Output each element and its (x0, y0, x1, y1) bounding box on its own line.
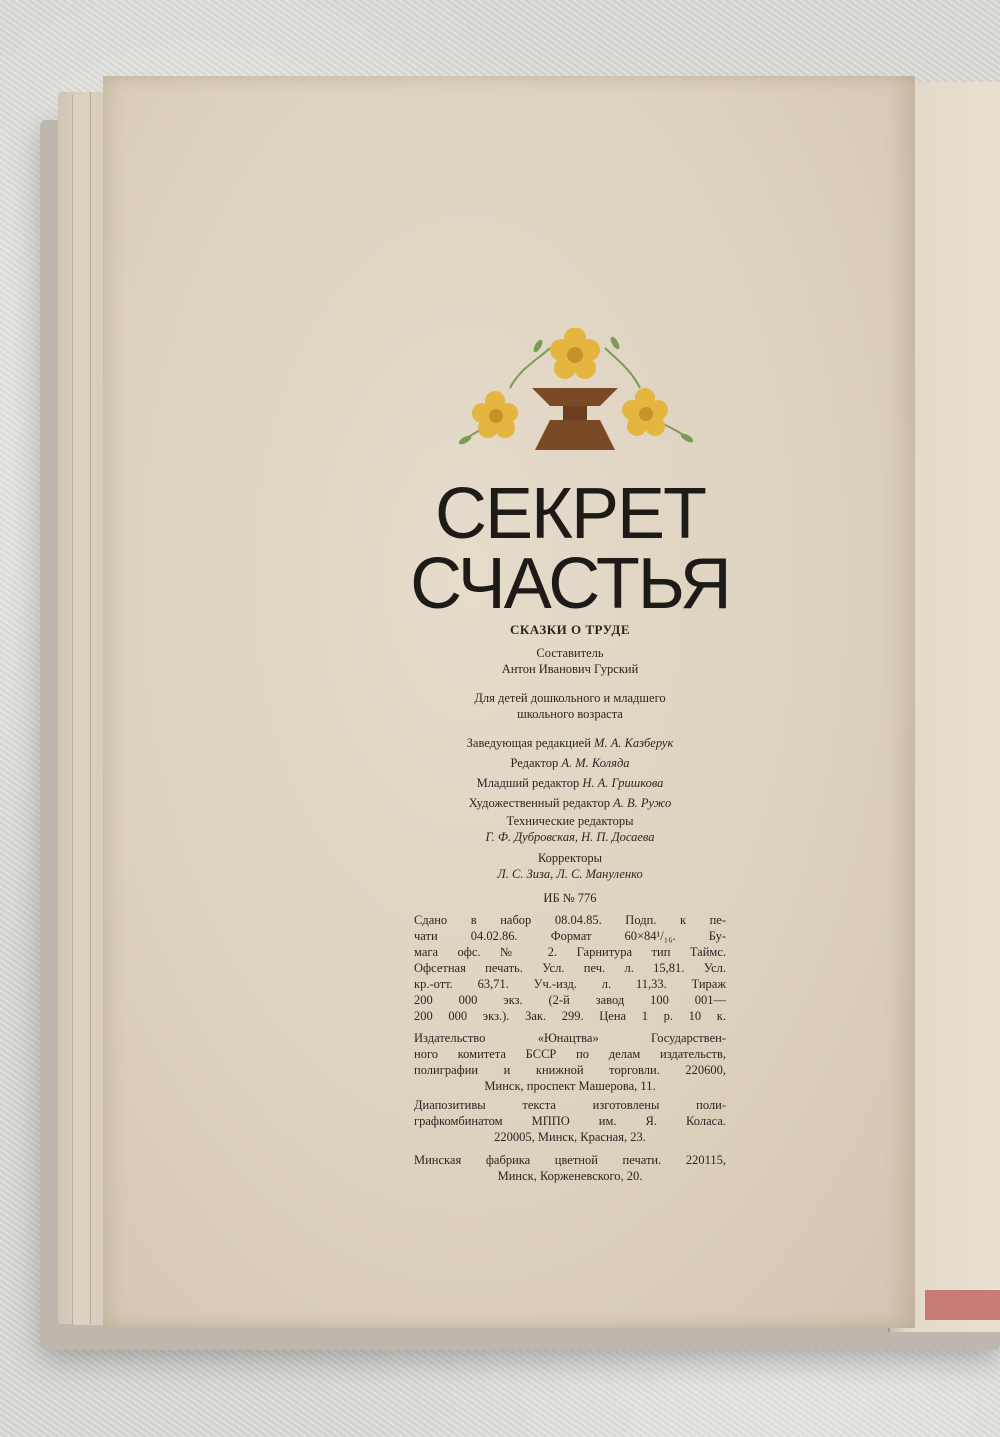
publisher-block (414, 1030, 726, 1094)
proofreaders-label: Корректоры (537, 851, 603, 865)
audience-line: школьного возраста (517, 707, 623, 721)
diapositives-line: 220005, Минск, Красная, 23. (494, 1130, 646, 1144)
technical-names: Г. Ф. Дубровская, Н. П. Досаева (485, 830, 655, 844)
audience-line: Для детей дошкольного и младшего (474, 691, 666, 705)
print-line: мага офс. № 2. Гарнитура тип Таймс. (414, 945, 726, 959)
publisher-line: ного комитета БССР по делам издательств, (414, 1047, 726, 1061)
credits-block (410, 735, 730, 811)
credit-line: Художественный редактор А. В. Ружо (468, 796, 672, 810)
book-title-line-1: СЕКРЕТ (435, 474, 705, 554)
vase (532, 388, 618, 450)
book-subtitle: СКАЗКИ О ТРУДЕ (509, 622, 631, 637)
factory-line: Минск, Корженевского, 20. (497, 1169, 643, 1183)
credit-line: Редактор А. М. Коляда (510, 756, 630, 770)
publisher-line: Минск, проспект Машерова, 11. (484, 1079, 656, 1093)
flower-right (622, 388, 668, 436)
print-line: 200 000 экз.). Зак. 299. Цена 1 р. 10 к. (414, 1009, 726, 1023)
diapositives-block (414, 1097, 726, 1145)
compiler-block (410, 645, 730, 677)
credit-line: Заведующая редакцией М. А. Казберук (466, 736, 674, 750)
print-line: Сдано в набор 08.04.85. Подп. к пе- (414, 913, 726, 927)
ib-number: ИБ № 776 (543, 891, 597, 905)
diapositives-line: графкомбинатом МППО им. Я. Коласа. (414, 1114, 726, 1128)
print-line: Офсетная печать. Усл. печ. л. 15,81. Усл. (414, 961, 726, 975)
print-line: чати 04.02.86. Формат 60×84¹/₁₆. Бу- (414, 929, 726, 943)
audience-block (410, 690, 730, 722)
imprint-block (410, 622, 730, 638)
publisher-line: полиграфии и книжной торговли. 220600, (414, 1063, 726, 1077)
red-binding-edge (925, 1290, 1000, 1320)
flower-top (550, 328, 600, 379)
publisher-line: Издательство «Юнацтва» Государствен- (414, 1031, 726, 1045)
flower-vase-ornament (450, 328, 700, 453)
compiler-label: Составитель (536, 646, 604, 660)
book-title-line-2: СЧАСТЬЯ (410, 544, 730, 624)
technical-label: Технические редакторы (506, 814, 634, 828)
proofreaders-names: Л. С. Зиза, Л. С. Мануленко (497, 867, 643, 881)
ib-block (410, 890, 730, 906)
print-details-block (414, 912, 726, 1024)
print-line: кр.-отт. 63,71. Уч.-изд. л. 11,33. Тираж (414, 977, 726, 991)
compiler-name: Антон Иванович Гурский (501, 662, 639, 676)
credit-line: Младший редактор Н. А. Гришкова (476, 776, 664, 790)
diapositives-line: Диапозитивы текста изготовлены поли- (414, 1098, 726, 1112)
factory-block (414, 1152, 726, 1184)
print-line: 200 000 экз. (2-й завод 100 001— (414, 993, 726, 1007)
flower-left (472, 391, 518, 438)
technical-editors-block (410, 813, 730, 845)
proofreaders-block (410, 850, 730, 882)
factory-line: Минская фабрика цветной печати. 220115, (414, 1153, 726, 1167)
